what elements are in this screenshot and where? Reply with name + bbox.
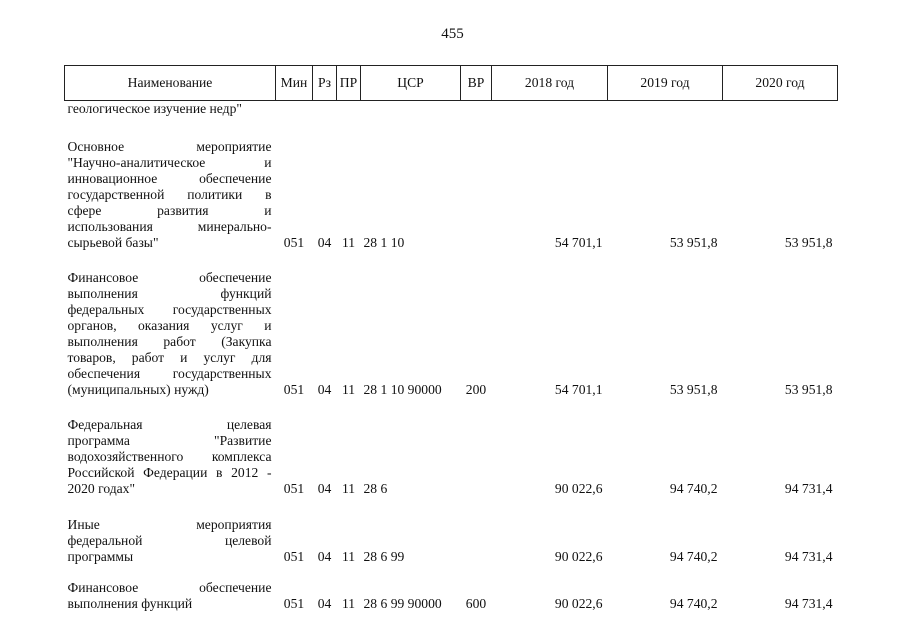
row-name-line: программы: [67, 549, 134, 564]
cell-pr: 11: [341, 235, 356, 250]
row-name-line: Иные мероприятия: [67, 517, 272, 532]
row-name-line: сфере развития и: [67, 203, 272, 218]
row-name-line: выполнения функций: [67, 596, 193, 611]
row-spacer-cell: [65, 497, 838, 517]
cell-2019: [608, 101, 723, 118]
cell-vr: [461, 101, 492, 118]
row-spacer: [65, 565, 838, 580]
row-spacer-cell: [65, 398, 838, 417]
header-min: Мин: [276, 66, 313, 101]
cell-min: 051: [283, 596, 305, 611]
cell-2018: [492, 101, 608, 118]
table-header-row: [65, 66, 838, 101]
cell-min: 051: [283, 549, 305, 564]
cell-rz: [313, 101, 337, 118]
table-row: [65, 139, 838, 251]
row-name-line: выполнения работ (Закупка: [67, 334, 272, 349]
cell-pr: 11: [341, 549, 356, 564]
cell-vr: [461, 417, 492, 497]
header-2019: 2019 год: [608, 66, 723, 101]
cell-vr: 600: [465, 596, 487, 611]
cell-2018: 90 022,6: [554, 596, 603, 611]
cell-vr: [461, 139, 492, 251]
cell-csr: 28 1 10 90000: [363, 382, 442, 397]
cell-pr: 11: [341, 382, 356, 397]
cell-2019: 94 740,2: [669, 481, 718, 496]
table-row: [65, 417, 838, 497]
row-spacer-cell: [65, 565, 838, 580]
row-spacer: [65, 117, 838, 139]
header-rz: Рз: [313, 66, 337, 101]
header-csr: ЦСР: [361, 66, 461, 101]
row-spacer-cell: [65, 251, 838, 270]
row-name: [65, 517, 276, 565]
cell-rz: 04: [317, 549, 332, 564]
row-name-line: 2020 годах": [67, 481, 136, 496]
cell-2020: 53 951,8: [784, 235, 833, 250]
cell-csr: 28 6 99 90000: [363, 596, 442, 611]
cell-2020: [723, 101, 838, 118]
cell-vr: [461, 517, 492, 565]
row-name-line: Федеральная целевая: [67, 417, 272, 432]
cell-2019: 53 951,8: [669, 235, 718, 250]
row-name-line: государственной политики в: [67, 187, 272, 202]
cell-pr: [337, 101, 361, 118]
cell-rz: 04: [317, 596, 332, 611]
cell-2018: 90 022,6: [554, 481, 603, 496]
row-name: [65, 101, 276, 118]
table-row: [65, 580, 838, 612]
page-number: 455: [441, 26, 464, 42]
row-name-line: использования минерально-: [67, 219, 272, 234]
row-name-line: обеспечения государственных: [67, 366, 272, 381]
row-name-line: инновационное обеспечение: [67, 171, 272, 186]
cell-vr: 200: [465, 382, 487, 397]
cell-csr: [361, 101, 461, 118]
row-name-line: Финансовое обеспечение: [67, 580, 272, 595]
cell-min: 051: [283, 235, 305, 250]
cell-2018: 54 701,1: [554, 382, 603, 397]
row-name: [65, 417, 276, 497]
row-name-line: федеральных государственных: [67, 302, 272, 317]
cell-2019: 94 740,2: [669, 596, 718, 611]
cell-min: [276, 101, 313, 118]
table-row: [65, 517, 838, 565]
budget-table: [64, 65, 838, 612]
row-spacer: [65, 497, 838, 517]
cell-2018: 54 701,1: [554, 235, 603, 250]
row-spacer-cell: [65, 117, 838, 139]
header-name: Наименование: [65, 66, 276, 101]
cell-min: 051: [283, 382, 305, 397]
row-name-line: выполнения функций: [67, 286, 272, 301]
cell-2019: 94 740,2: [669, 549, 718, 564]
cell-rz: 04: [317, 382, 332, 397]
cell-csr: 28 6: [363, 481, 388, 496]
cell-2018: 90 022,6: [554, 549, 603, 564]
header-2020: 2020 год: [723, 66, 838, 101]
header-vr: ВР: [461, 66, 492, 101]
cell-2020: 53 951,8: [784, 382, 833, 397]
table-row: [65, 101, 838, 118]
row-spacer: [65, 251, 838, 270]
row-name-line: органов, оказания услуг и: [67, 318, 272, 333]
header-2018: 2018 год: [492, 66, 608, 101]
cell-csr: 28 6 99: [363, 549, 405, 564]
row-name-line: федеральной целевой: [67, 533, 272, 548]
row-name-line: "Научно-аналитическое и: [67, 155, 272, 170]
cell-pr: 11: [341, 481, 356, 496]
row-name-line: Российской Федерации в 2012 -: [67, 465, 272, 480]
row-name-line: геологическое изучение недр": [67, 101, 242, 116]
cell-pr: 11: [341, 596, 356, 611]
cell-2019: 53 951,8: [669, 382, 718, 397]
row-name-line: водохозяйственного комплекса: [67, 449, 272, 464]
table-row: [65, 270, 838, 398]
row-name-line: программа "Развитие: [67, 433, 272, 448]
cell-rz: 04: [317, 481, 332, 496]
cell-csr: 28 1 10: [363, 235, 405, 250]
row-name-line: товаров, работ и услуг для: [67, 350, 272, 365]
cell-min: 051: [283, 481, 305, 496]
cell-2020: 94 731,4: [784, 481, 833, 496]
header-pr: ПР: [337, 66, 361, 101]
cell-rz: 04: [317, 235, 332, 250]
row-name: [65, 580, 276, 612]
cell-2020: 94 731,4: [784, 549, 833, 564]
row-name-line: (муниципальных) нужд): [67, 382, 209, 397]
row-spacer: [65, 398, 838, 417]
row-name-line: сырьевой базы": [67, 235, 159, 250]
row-name-line: Основное мероприятие: [67, 139, 272, 154]
cell-2020: 94 731,4: [784, 596, 833, 611]
row-name-line: Финансовое обеспечение: [67, 270, 272, 285]
table-body: [65, 101, 838, 613]
row-name: [65, 139, 276, 251]
row-name: [65, 270, 276, 398]
